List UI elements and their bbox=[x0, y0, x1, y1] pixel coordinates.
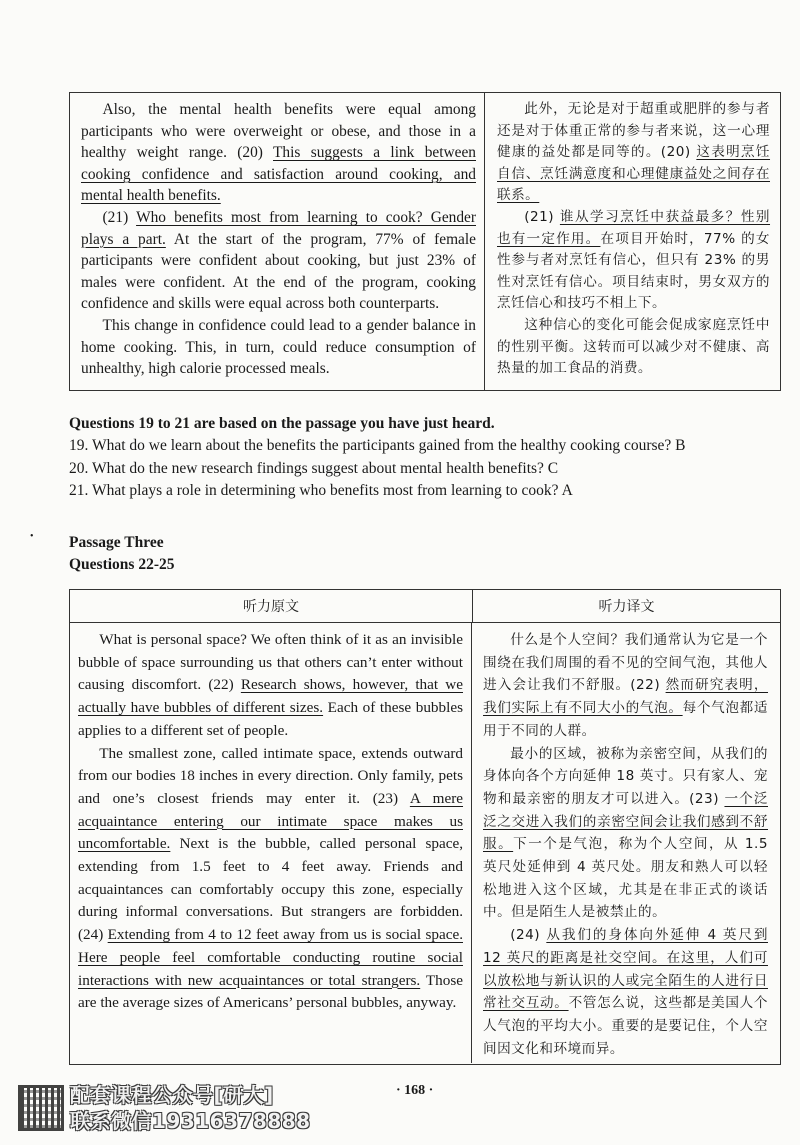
chinese-paragraph bbox=[497, 99, 770, 207]
text: Next is the bubble, called personal space, extending from 1.5 feet to 4 feet away. Friends and acquaintances can comfortably occupy this zone, especially during informal conversations. But strangers are forbidden. (24) bbox=[78, 835, 463, 944]
chinese-paragraph bbox=[497, 207, 770, 315]
passage2-english-column bbox=[70, 93, 485, 390]
text: 下一个是气泡，称为个人空间，从 1.5 英尺处延伸到 4 英尺处。朋友和熟人可以轻松地进入这个区域，尤其是在非正式的谈话中。但是陌生人是被禁止的。 bbox=[483, 836, 768, 921]
underlined-answer-text: 然而研究表明，我们实际上有不同大小的气泡。 bbox=[483, 677, 769, 717]
chinese-paragraph bbox=[483, 924, 768, 1060]
passage-questions-range: Questions 22-25 bbox=[69, 556, 175, 573]
passage3-title-block bbox=[69, 532, 175, 576]
chinese-paragraph bbox=[483, 743, 768, 925]
text: Also, the mental health benefits were equal among participants who were overweight or obese, and those in a healthy weight range. (20) bbox=[81, 101, 476, 162]
question-item: 21. What plays a role in determining who benefits most from learning to cook? A bbox=[69, 482, 573, 499]
question-item: 19. What do we learn about the benefits the participants gained from the healthy cooking course? B bbox=[69, 437, 686, 454]
table-header-row bbox=[70, 590, 780, 623]
passage-title: Passage Three bbox=[69, 534, 164, 551]
text: (21) bbox=[102, 208, 137, 226]
english-paragraph bbox=[78, 743, 463, 1015]
text: (24) bbox=[510, 927, 547, 944]
english-paragraph bbox=[81, 207, 476, 315]
english-paragraph bbox=[78, 629, 463, 743]
watermark-line: 配套课程公众号[研大] bbox=[70, 1083, 274, 1107]
chinese-paragraph: 这种信心的变化可能会促成家庭烹饪中的性别平衡。这转而可以减少对不健康、高热量的加工食品的消费。 bbox=[497, 316, 770, 377]
qr-code-icon bbox=[18, 1085, 64, 1131]
passage2-table bbox=[69, 92, 781, 391]
passage3-english-column bbox=[70, 623, 472, 1063]
question-item: 20. What do the new research findings suggest about mental health benefits? C bbox=[69, 459, 559, 477]
underlined-answer-text: 这表明烹饪自信、烹饪满意度和心理健康益处之间存在联系。 bbox=[497, 144, 771, 204]
underlined-answer-text: Extending from 4 to 12 feet away from us is social space. Here people feel comfortable conducting routine social interactions with new acquaintances or total strangers. bbox=[78, 926, 463, 989]
table-body-row bbox=[70, 623, 780, 1063]
passage3-chinese-column bbox=[472, 623, 780, 1063]
column-header-translation: 听力译文 bbox=[598, 599, 655, 615]
bullet-mark: • bbox=[30, 531, 34, 542]
underlined-answer-text: 从我们的身体向外延伸 4 英尺到 12 英尺的距离是社交空间。在这里，人们可以放松地与新认识的人或完全陌生的人进行日常社交互动。 bbox=[483, 927, 768, 1012]
text: 最小的区域，被称为亲密空间，从我们的身体向各个方向延伸 18 英寸。只有家人、宠物和最亲密的朋友才可以进入。(23) bbox=[483, 745, 768, 807]
underlined-answer-text: Who benefits most from learning to cook? Gender plays a part. bbox=[81, 208, 476, 248]
underlined-answer-text: 谁从学习烹饪中获益最多？性别也有一定作用。 bbox=[497, 208, 771, 247]
text: 此外，无论是对于超重或肥胖的参与者还是对于体重正常的参与者来说，这一心理健康的益处都是同等的。(20) bbox=[497, 101, 770, 161]
text: Each of these bubbles applies to a different set of people. bbox=[78, 699, 463, 739]
text: (21) bbox=[524, 208, 560, 225]
text: 在项目开始时，77% 的女性参与者对烹饪有信心，但只有 23% 的男性对烹饪有信心。项目结束时，男女双方的烹饪信心和技巧不相上下。 bbox=[497, 230, 770, 312]
underlined-answer-text: This suggests a link between cooking confidence and satisfaction around cooking, and mental health benefits. bbox=[81, 144, 476, 205]
passage2-chinese-column bbox=[485, 93, 780, 390]
text: 不管怎么说，这些都是美国人个人气泡的平均大小。重要的是要记住，个人空间因文化和环境而异。 bbox=[483, 995, 769, 1057]
watermark-line: 联系微信19316378888 bbox=[70, 1109, 311, 1133]
underlined-answer-text: 一个泛泛之交进入我们的亲密空间会让我们感到不舒服。 bbox=[483, 790, 768, 853]
underlined-answer-text: Research shows, however, that we actually have bubbles of different sizes. bbox=[78, 676, 463, 717]
underlined-answer-text: A mere acquaintance entering our intimate space makes us uncomfortable. bbox=[78, 789, 464, 853]
column-header-original: 听力原文 bbox=[70, 590, 473, 622]
english-paragraph bbox=[81, 99, 476, 207]
text: What is personal space? We often think of it as an invisible bubble of space surrounding us that others can’t enter without causing discomfort. (22) bbox=[78, 631, 463, 694]
questions-block bbox=[69, 412, 781, 503]
questions-heading: Questions 19 to 21 are based on the passage you have just heard. bbox=[69, 415, 495, 432]
text: At the start of the program, 77% of female participants were confident about cooking, but just 23% of males were confident. At the end of the program, cooking confidence and skills were equal across both counterparts. bbox=[81, 230, 476, 313]
text: 每个气泡都适用于不同的人群。 bbox=[483, 700, 769, 739]
page-number: · 168 · bbox=[396, 1083, 434, 1098]
chinese-paragraph bbox=[483, 629, 768, 743]
passage3-table bbox=[69, 589, 781, 1065]
watermark bbox=[18, 1083, 318, 1139]
text: The smallest zone, called intimate space, extends outward from our bodies 18 inches in every direction. Only family, pets and one’s closest friends may enter it. (23) bbox=[78, 744, 463, 807]
english-paragraph: This change in confidence could lead to a gender balance in home cooking. This, in turn, could reduce consumption of unhealthy, high calorie processed meals. bbox=[81, 316, 476, 378]
text: 什么是个人空间？我们通常认为它是一个围绕在我们周围的看不见的空间气泡，其他人进入会让我们不舒服。(22) bbox=[483, 632, 768, 694]
text: Those are the average sizes of Americans’ personal bubbles, anyway. bbox=[78, 971, 463, 1012]
